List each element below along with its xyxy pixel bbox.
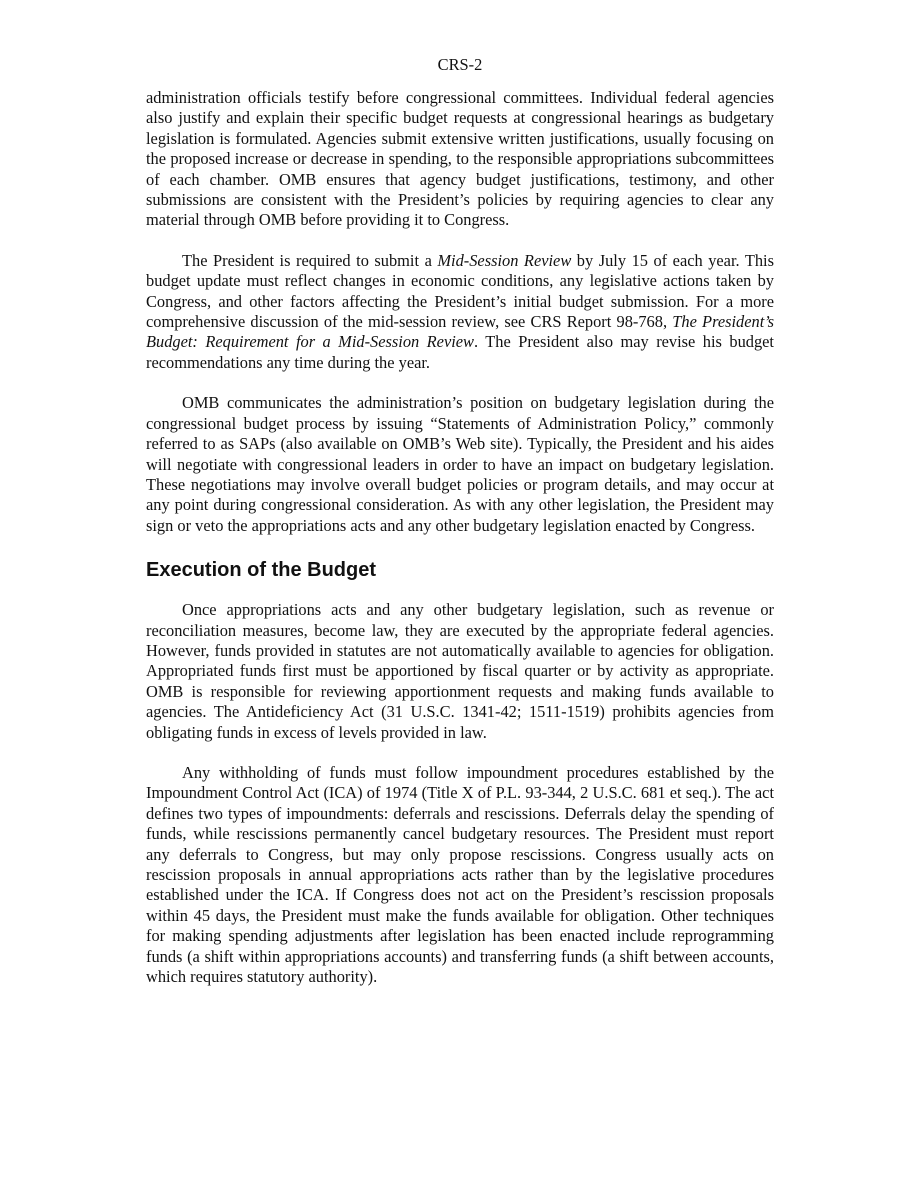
paragraph-spacer <box>146 743 774 763</box>
paragraph-mid-session-review <box>146 251 774 373</box>
page-number: CRS-2 <box>437 55 483 74</box>
paragraph-spacer <box>146 373 774 393</box>
paragraph-text: . The President also may revise his budget recommendations any time during the year. <box>146 332 774 372</box>
italic-report-title: The President’s Budget: Requirement for a Mid-Session Review <box>146 312 774 352</box>
section-heading: Execution of the Budget <box>146 559 376 582</box>
italic-title-mid-session-review: Mid-Session Review <box>437 250 572 270</box>
paragraph-impoundment: Any withholding of funds must follow impoundment procedures established by the Impoundment Control Act (ICA) of 1974 (Title X of P.L. 93-344, 2 U.S.C. 681 et seq.). The act defines two types of impoundments: deferrals and rescissions. Deferrals delay the spending of funds, while rescissions permanently cancel budgetary resources. The President must report any deferrals to Congress, but may only propose rescissions. Congress usually acts on rescission proposals in annual appropriations acts rather than by the legislative procedures established under the ICA. If Congress does not act on the President’s rescission proposals within 45 days, the President must make the funds available for obligation. Other techniques for making spending adjustments after legislation has been enacted include reprogramming funds (a shift within appropriations accounts) and transferring funds (a shift between accounts, which requires statutory authority). <box>146 762 774 987</box>
paragraph-omb-justifications: administration officials testify before congressional committees. Individual federal agencies also justify and explain their specific budget requests at congressional hearings as budgetary legislation is formulated. Agencies submit extensive written justifications, usually focusing on the proposed increase or decrease in spending, to the responsible appropriations subcommittees of each chamber. OMB ensures that agency budget justifications, testimony, and other submissions are consistent with the President’s policies by requiring agencies to clear any material through OMB before providing it to Congress. <box>146 88 774 230</box>
document-page <box>146 52 774 987</box>
paragraph-text: The President is required to submit a <box>182 250 438 270</box>
paragraph-budget-execution: Once appropriations acts and any other budgetary legislation, such as revenue or reconciliation measures, become law, they are executed by the appropriate federal agencies. However, funds provided in statutes are not automatically available to agencies for obligation. Appropriated funds first must be apportioned by fiscal quarter or by activity as appropriate. OMB is responsible for reviewing apportionment requests and making funds available to agencies. The Antideficiency Act (31 U.S.C. 1341-42; 1511-1519) prohibits agencies from obligating funds in excess of levels provided in law. <box>146 600 774 742</box>
paragraph-text: by July 15 of each year. This budget update must reflect changes in economic conditions, any legislative actions taken by Congress, and other factors affecting the President’s initial budget submission. For a more comprehensive discussion of the mid-session review, see CRS Report 98-768, <box>146 250 774 332</box>
paragraph-statements-of-policy: OMB communicates the administration’s position on budgetary legislation during the congressional budget process by issuing “Statements of Administration Policy,” commonly referred to as SAPs (also available on OMB’s Web site). Typically, the President and his aides will negotiate with congressional leaders in order to have an impact on budgetary legislation. These negotiations may involve overall budget policies or program details, and may occur at any point during congressional consideration. As with any other legislation, the President may sign or veto the appropriations acts and any other budgetary legislation enacted by Congress. <box>146 393 774 535</box>
paragraph-spacer <box>146 231 774 251</box>
